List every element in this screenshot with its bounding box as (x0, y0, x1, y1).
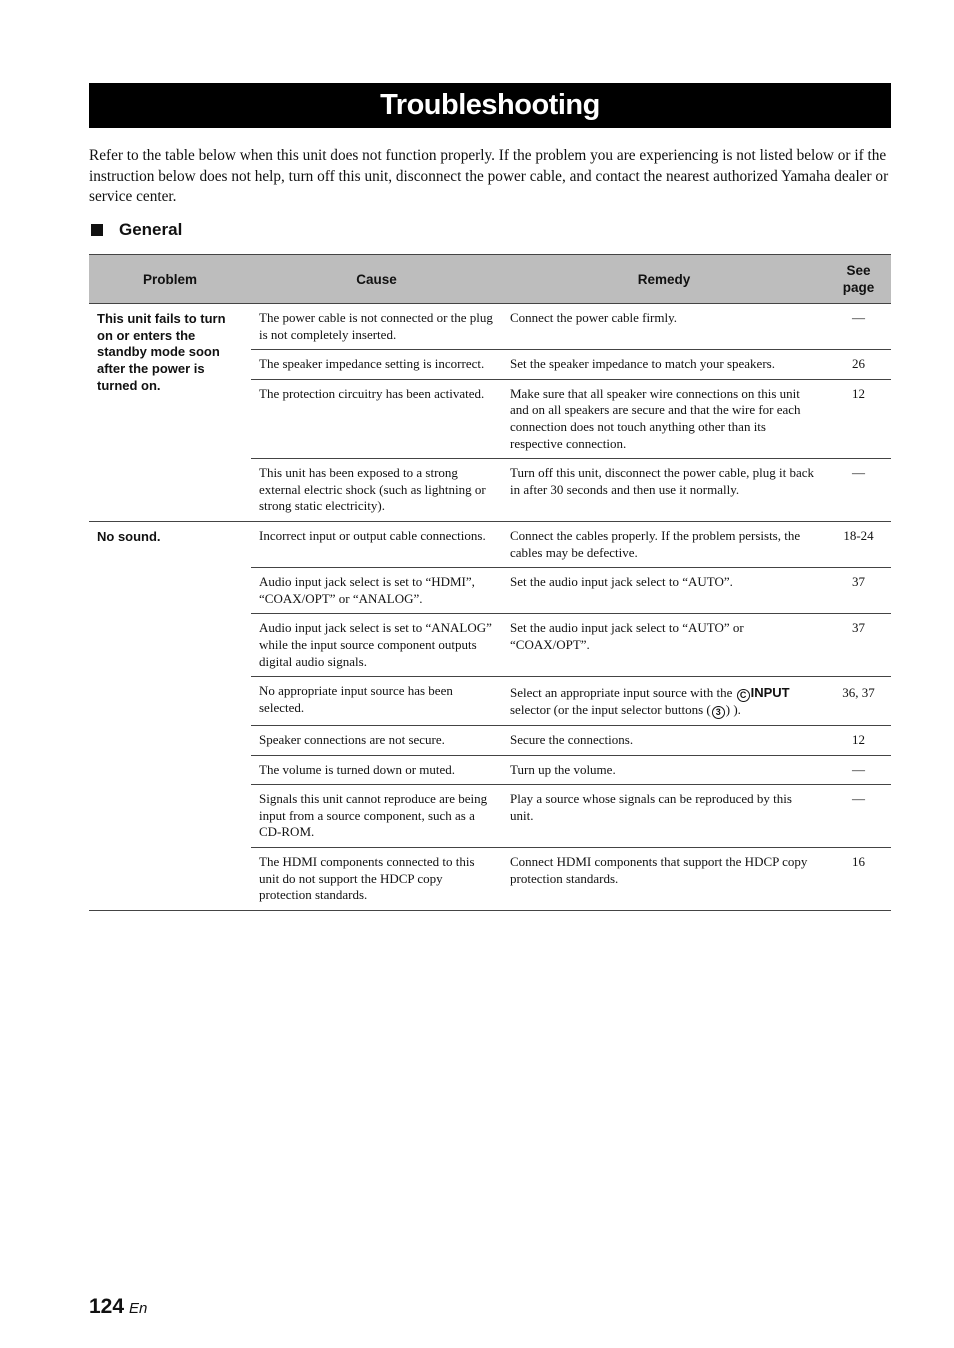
page-footer (89, 1294, 147, 1322)
header-cause: Cause (251, 255, 502, 304)
problem-cell: No sound. (89, 521, 251, 910)
page-number: 124 (89, 1295, 125, 1318)
cause-cell: Audio input jack select is set to “HDMI”, “COAX/OPT” or “ANALOG”. (251, 568, 502, 614)
page-title: Troubleshooting (89, 83, 891, 128)
cause-cell: The volume is turned down or muted. (251, 755, 502, 785)
page-cell: 12 (826, 379, 891, 458)
page-cell: — (826, 785, 891, 848)
cause-cell: Speaker connections are not secure. (251, 726, 502, 756)
table-header-row (89, 255, 891, 304)
remedy-text-middle: selector (or the input selector buttons ( (510, 702, 711, 718)
page-cell: 16 (826, 848, 891, 911)
header-see-page: See page (826, 255, 891, 304)
number-3-marker-icon: 3 (712, 706, 725, 719)
header-remedy: Remedy (502, 255, 826, 304)
page-cell: 37 (826, 614, 891, 677)
remedy-text-after: ) ). (725, 702, 741, 718)
remedy-cell: Set the audio input jack select to “AUTO” or “COAX/OPT”. (502, 614, 826, 677)
remedy-text-before: Select an appropriate input source with the (510, 685, 736, 701)
page-cell: — (826, 304, 891, 350)
cause-cell: The power cable is not connected or the plug is not completely inserted. (251, 304, 502, 350)
page-cell: 26 (826, 350, 891, 380)
remedy-cell: Connect HDMI components that support the HDCP copy protection standards. (502, 848, 826, 911)
remedy-cell: Connect the cables properly. If the problem persists, the cables may be defective. (502, 521, 826, 567)
header-problem: Problem (89, 255, 251, 304)
page-cell: 36, 37 (826, 677, 891, 726)
cause-cell: Incorrect input or output cable connections. (251, 521, 502, 567)
table-row (89, 304, 891, 350)
square-bullet-icon (91, 224, 103, 236)
problem-cell: This unit fails to turn on or enters the standby mode soon after the power is turned on. (89, 304, 251, 522)
page-cell: 18-24 (826, 521, 891, 567)
remedy-cell: Connect the power cable firmly. (502, 304, 826, 350)
cause-cell: The protection circuitry has been activated. (251, 379, 502, 458)
remedy-cell: Play a source whose signals can be reproduced by this unit. (502, 785, 826, 848)
page-cell: 37 (826, 568, 891, 614)
remedy-cell: Make sure that all speaker wire connections on this unit and on all speakers are secure and that the wire for each connection does not touch anything other than its respective connection. (502, 379, 826, 458)
section-heading (89, 219, 182, 241)
cause-cell: Audio input jack select is set to “ANALOG” while the input source component outputs digital audio signals. (251, 614, 502, 677)
input-control-label: INPUT (750, 685, 790, 701)
c-marker-icon: C (737, 689, 750, 702)
remedy-cell: Turn up the volume. (502, 755, 826, 785)
remedy-cell: Set the speaker impedance to match your speakers. (502, 350, 826, 380)
remedy-cell: Turn off this unit, disconnect the power cable, plug it back in after 30 seconds and then use it normally. (502, 459, 826, 522)
section-heading-label: General (119, 220, 183, 239)
cause-cell: No appropriate input source has been selected. (251, 677, 502, 726)
cause-cell: The speaker impedance setting is incorrect. (251, 350, 502, 380)
page-cell: — (826, 755, 891, 785)
remedy-cell (502, 677, 826, 726)
troubleshooting-table (89, 254, 891, 911)
page-cell: 12 (826, 726, 891, 756)
language-code: En (129, 1300, 148, 1317)
remedy-cell: Set the audio input jack select to “AUTO”. (502, 568, 826, 614)
cause-cell: Signals this unit cannot reproduce are being input from a source component, such as a CD-ROM. (251, 785, 502, 848)
remedy-cell: Secure the connections. (502, 726, 826, 756)
cause-cell: The HDMI components connected to this unit do not support the HDCP copy protection standards. (251, 848, 502, 911)
table-row (89, 521, 891, 567)
cause-cell: This unit has been exposed to a strong external electric shock (such as lightning or strong static electricity). (251, 459, 502, 522)
intro-paragraph: Refer to the table below when this unit does not function properly. If the problem you are experiencing is not listed below or if the instruction below does not help, turn off this unit, disconnect the power cable, and contact the nearest authorized Yamaha dealer or service center. (89, 147, 889, 206)
page-cell: — (826, 459, 891, 522)
